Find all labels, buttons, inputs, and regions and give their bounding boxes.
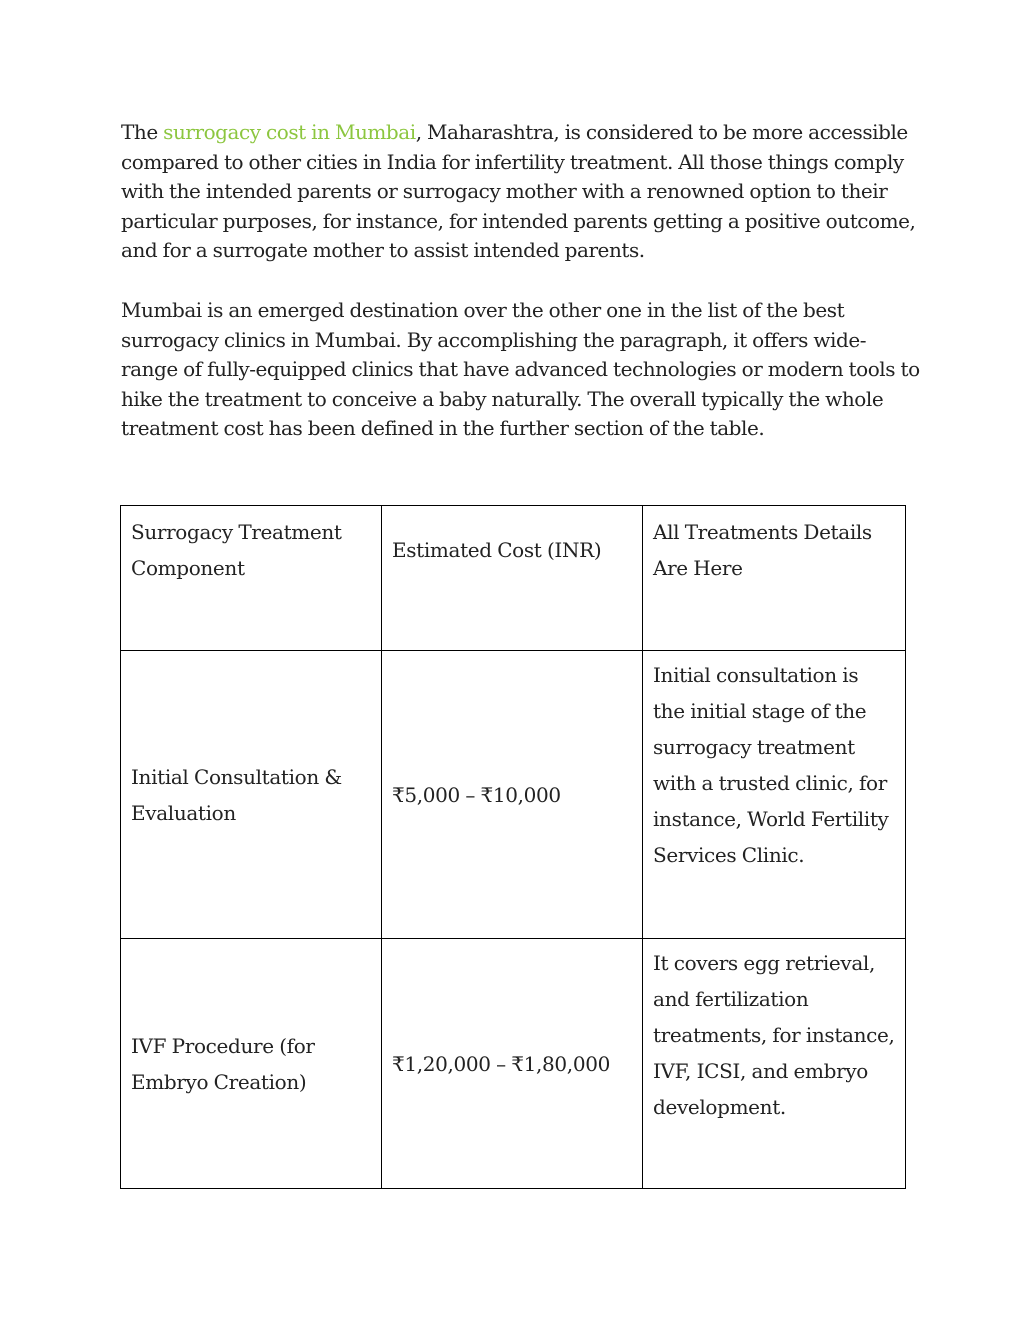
table-row bbox=[121, 939, 906, 1189]
row-2-component-text: IVF Procedure (for Embryo Creation) bbox=[131, 1033, 315, 1094]
row-1-component bbox=[121, 651, 382, 939]
row-2-details-text: It covers egg retrieval, and fertilization treatments, for instance, IVF, ICSI, and embryo development. bbox=[653, 951, 895, 1119]
header-details bbox=[643, 506, 906, 651]
row-2-details bbox=[643, 939, 906, 1189]
row-1-cost bbox=[382, 651, 643, 939]
header-details-label: All Treatments Details Are Here bbox=[653, 520, 872, 580]
intro-paragraph-1 bbox=[121, 118, 921, 266]
table-row bbox=[121, 651, 906, 939]
row-1-details-text: Initial consultation is the initial stage of the surrogacy treatment with a trusted clinic, for instance, World Fertility Services Clinic. bbox=[653, 663, 889, 867]
row-1-cost-text: ₹5,000 – ₹10,000 bbox=[392, 782, 561, 807]
intro-paragraph-2: Mumbai is an emerged destination over the other one in the list of the best surrogacy clinics in Mumbai. By accomplishing the paragraph, it offers wide-range of fully-equipped clinics that have advanced technologies or modern tools to hike the treatment to conceive a baby naturally. The overall typically the whole treatment cost has been defined in the further section of the table. bbox=[121, 298, 920, 441]
header-cost-label: Estimated Cost (INR) bbox=[392, 538, 602, 562]
table-header-row bbox=[121, 506, 906, 651]
row-1-details bbox=[643, 651, 906, 939]
header-component bbox=[121, 506, 382, 651]
cost-table bbox=[120, 505, 906, 1189]
row-1-component-text: Initial Consultation & Evaluation bbox=[131, 764, 342, 825]
surrogacy-cost-link[interactable]: surrogacy cost in Mumbai bbox=[163, 120, 416, 144]
intro-text-rest: , Maharashtra, is considered to be more accessible compared to other cities in India for infertility treatment. All those things comply with the intended parents or surrogacy mother with a renowned option to their particular purposes, for instance, for intended parents getting a positive outcome, and for a surrogate mother to assist intended parents. bbox=[121, 120, 916, 263]
row-2-component bbox=[121, 939, 382, 1189]
header-cost bbox=[382, 506, 643, 651]
header-component-label: Surrogacy Treatment Component bbox=[131, 520, 342, 580]
row-2-cost-text: ₹1,20,000 – ₹1,80,000 bbox=[392, 1051, 610, 1076]
row-2-cost bbox=[382, 939, 643, 1189]
intro-text-start: The bbox=[121, 120, 164, 144]
